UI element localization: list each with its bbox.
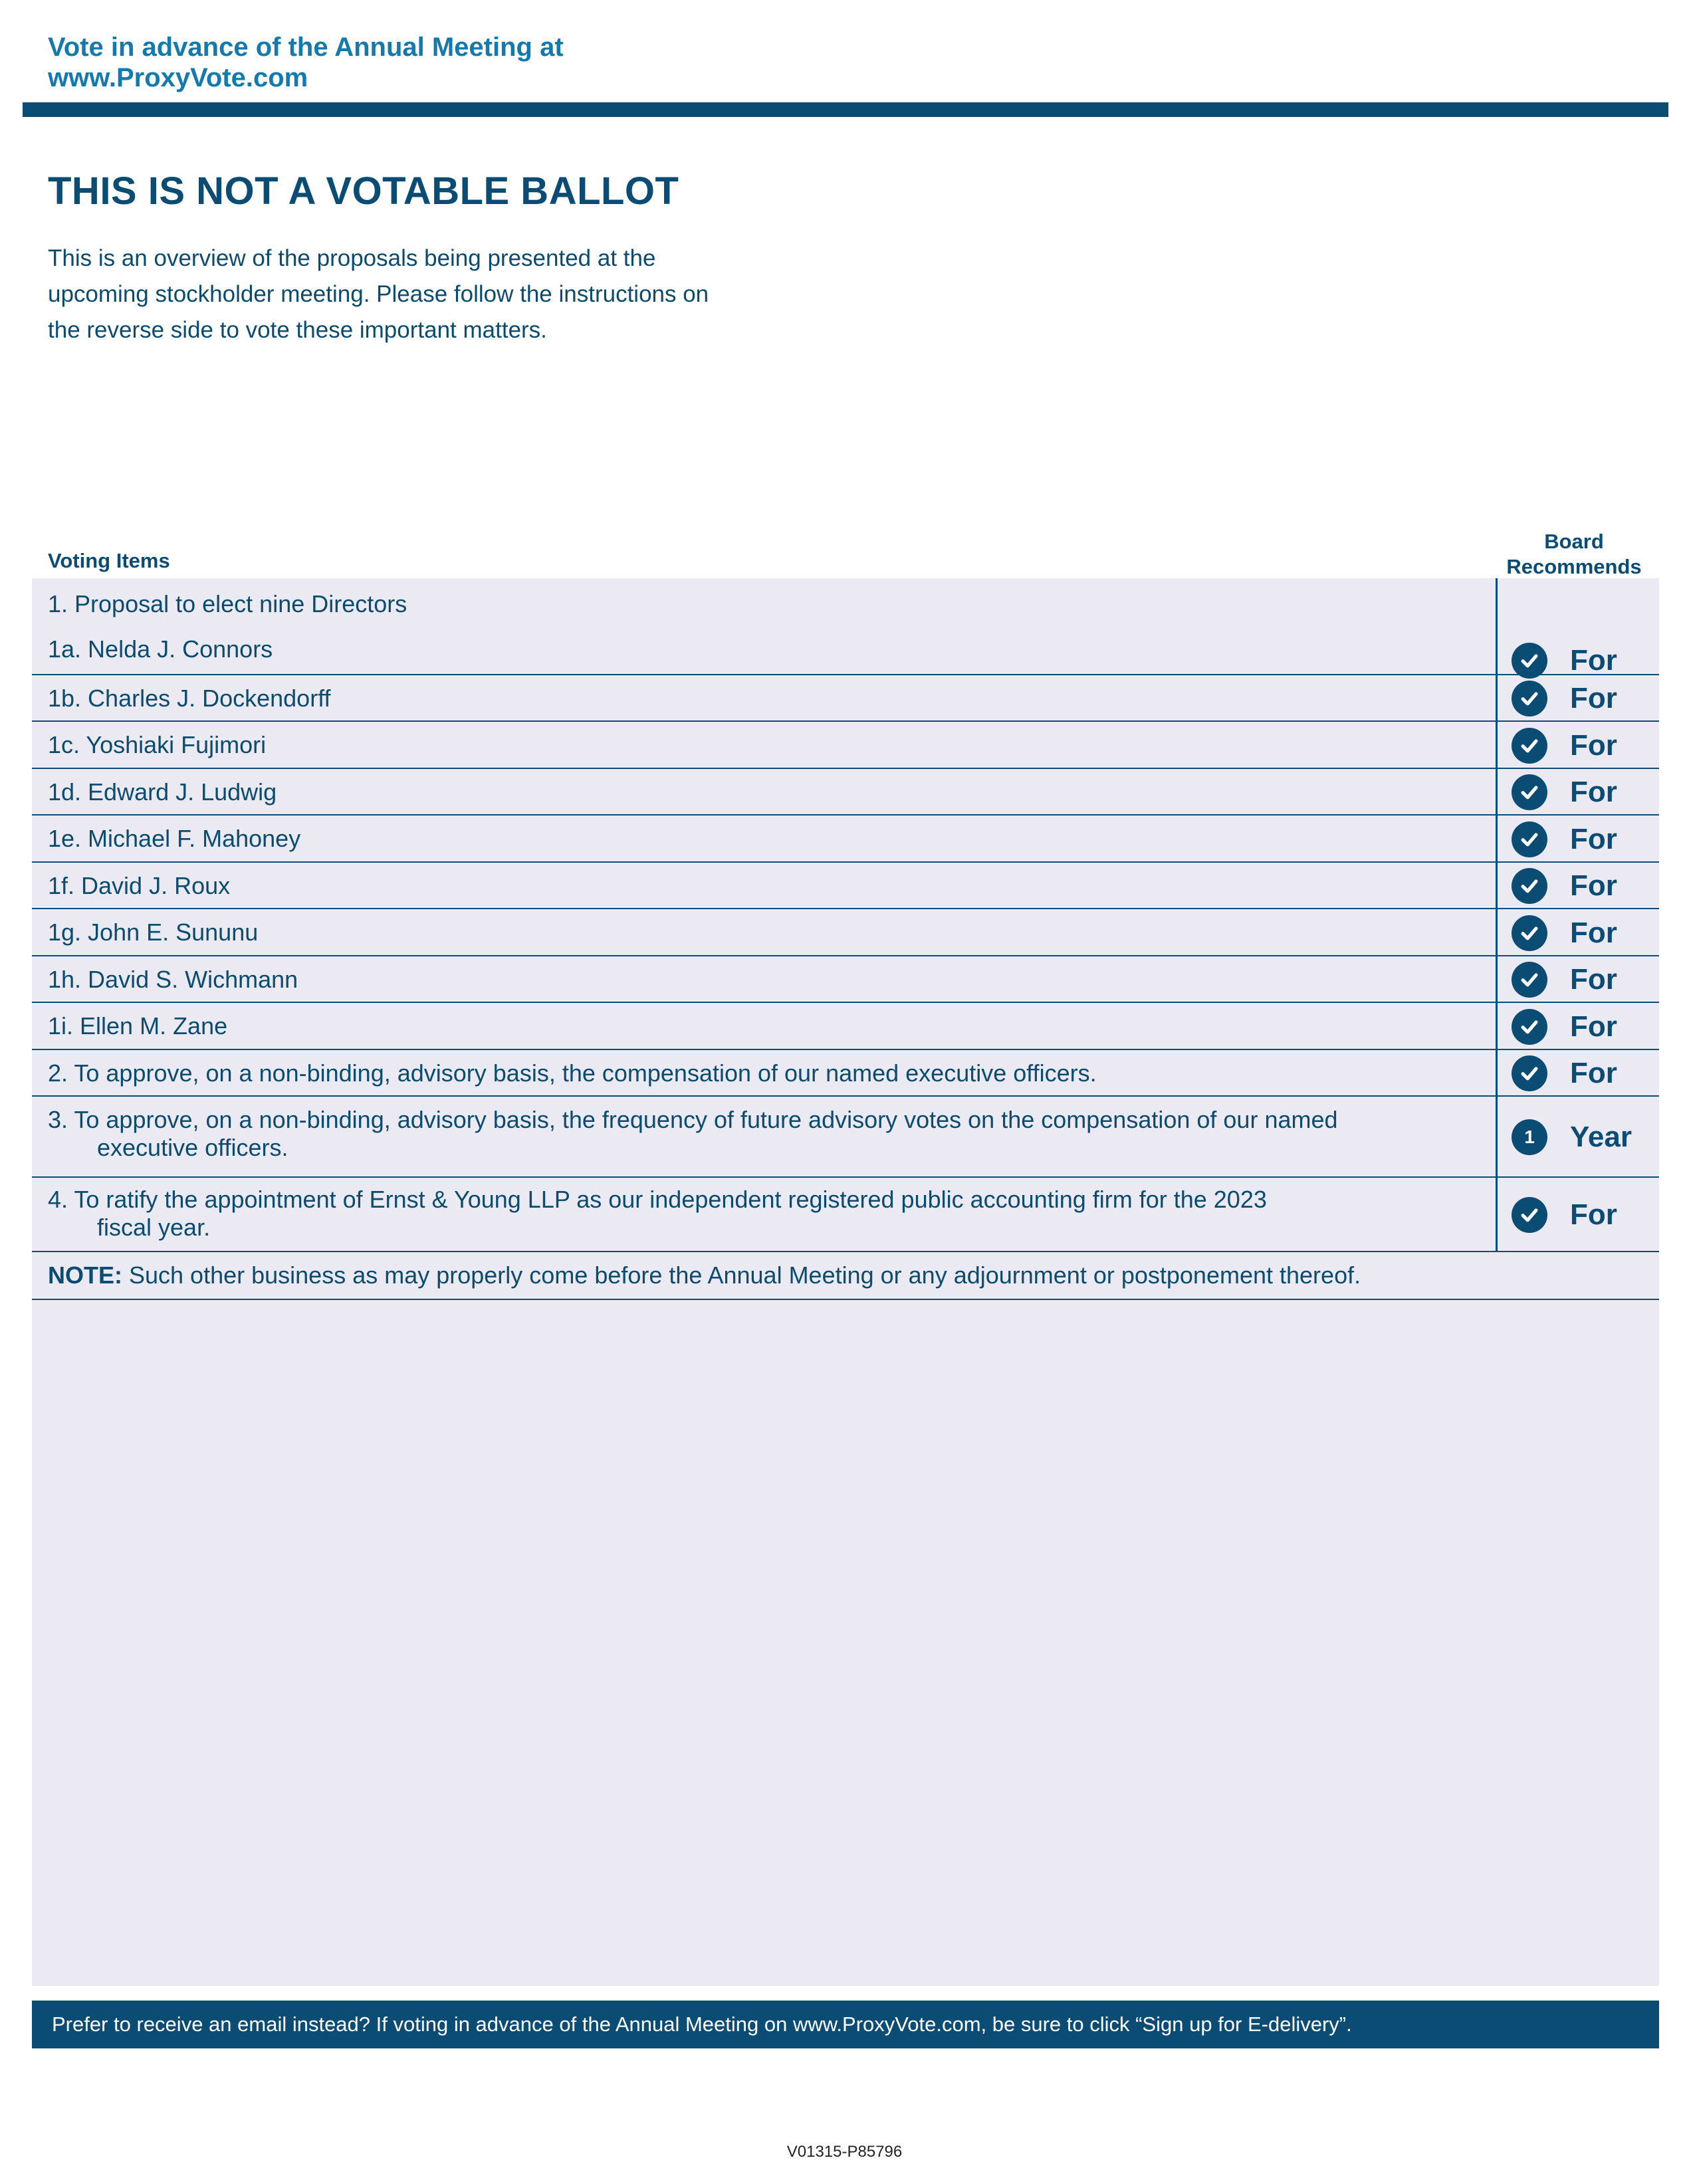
voting-item-row (32, 578, 1659, 617)
board-header-line-2: Recommends (1506, 555, 1642, 578)
board-header-line-1: Board (1544, 530, 1604, 553)
board-recommendation (1512, 679, 1617, 718)
board-recommendation (1512, 1007, 1617, 1047)
document-code: V01315-P85796 (786, 2143, 903, 2161)
note-body: Such other business as may properly come before the Annual Meeting or any adjournment or postponement thereof. (122, 1261, 1361, 1289)
intro-paragraph (48, 241, 819, 348)
voting-item-label (48, 919, 258, 946)
voting-item-text-continued: executive officers. (97, 1134, 288, 1161)
voting-item-row (32, 863, 1659, 909)
recommendation-value: For (1570, 1198, 1617, 1231)
recommendation-value: For (1570, 916, 1617, 949)
check-circle-icon (1512, 915, 1547, 951)
voting-item-text: 1f. David J. Roux (48, 872, 231, 899)
voting-item-label (48, 1106, 1338, 1162)
note-prefix: NOTE: (48, 1261, 122, 1289)
check-circle-icon (1512, 643, 1547, 679)
voting-item-row (32, 1003, 1659, 1050)
intro-line-1: This is an overview of the proposals being presented at the (48, 245, 656, 271)
intro-line-2: upcoming stockholder meeting. Please follow the instructions on (48, 281, 709, 307)
voting-item-label (48, 825, 300, 853)
voting-item-label (48, 1012, 227, 1040)
board-recommendation (1512, 819, 1617, 859)
voting-item-row (32, 1178, 1659, 1252)
check-circle-icon (1512, 868, 1547, 904)
voting-item-label (48, 731, 266, 759)
recommendation-value: For (1570, 1010, 1617, 1043)
board-recommendation (1512, 1195, 1617, 1235)
intro-line-3: the reverse side to vote these important matters. (48, 317, 547, 343)
voting-item-text: 1h. David S. Wichmann (48, 966, 298, 993)
header-url[interactable]: www.ProxyVote.com (48, 63, 308, 92)
number-one-circle-icon (1512, 1119, 1547, 1155)
check-circle-icon (1512, 728, 1547, 764)
footer-text: Prefer to receive an email instead? If voting in advance of the Annual Meeting on www.ProxyVote.com, be sure to click “Sign up for E-delivery”. (52, 2013, 1352, 2036)
board-recommends-header (1494, 529, 1654, 580)
voting-item-row (32, 675, 1659, 722)
board-recommendation (1512, 772, 1617, 812)
voting-item-text: 1. Proposal to elect nine Directors (48, 590, 407, 617)
voting-item-text: 1i. Ellen M. Zane (48, 1012, 228, 1039)
voting-item-text: 1b. Charles J. Dockendorff (48, 685, 331, 712)
voting-item-row (32, 769, 1659, 816)
check-circle-icon (1512, 774, 1547, 810)
header-vote-link[interactable] (48, 32, 779, 93)
voting-item-text: 1g. John E. Sununu (48, 919, 259, 946)
voting-item-row (32, 909, 1659, 956)
recommendation-value: For (1570, 963, 1617, 996)
voting-item-label (48, 1186, 1267, 1242)
voting-item-text: 1d. Edward J. Ludwig (48, 778, 277, 806)
voting-item-text: 4. To ratify the appointment of Ernst & Young LLP as our independent registered public accounting firm for the 2023 (48, 1186, 1267, 1213)
recommendation-value: For (1570, 776, 1617, 808)
board-recommendation (1512, 641, 1617, 681)
voting-item-row (32, 956, 1659, 1003)
voting-item-row (32, 1097, 1659, 1178)
recommendation-number: 1 (1524, 1127, 1535, 1147)
recommendation-value: For (1570, 682, 1617, 714)
voting-item-text: 1e. Michael F. Mahoney (48, 825, 301, 852)
board-recommendation (1512, 726, 1617, 766)
voting-item-label (48, 778, 277, 806)
check-circle-icon (1512, 1055, 1547, 1091)
recommendation-value: Year (1570, 1121, 1632, 1153)
check-circle-icon (1512, 1197, 1547, 1233)
footer-banner (32, 2001, 1659, 2048)
voting-item-row (32, 611, 1659, 675)
recommendation-value: For (1570, 822, 1617, 855)
voting-item-text-continued: fiscal year. (97, 1214, 211, 1241)
recommendation-value: For (1570, 644, 1617, 677)
voting-item-label (48, 966, 298, 994)
note-text (48, 1261, 1361, 1289)
check-circle-icon (1512, 962, 1547, 998)
voting-item-text: 3. To approve, on a non-binding, advisory basis, the frequency of future advisory votes on the compensation of our named (48, 1106, 1338, 1133)
check-circle-icon (1512, 1009, 1547, 1045)
board-recommendation (1512, 1117, 1632, 1157)
header-line-1: Vote in advance of the Annual Meeting at (48, 33, 564, 62)
voting-item-row (32, 1050, 1659, 1097)
board-recommendation (1512, 913, 1617, 953)
voting-item-text: 1a. Nelda J. Connors (48, 635, 273, 663)
voting-items-header: Voting Items (48, 549, 170, 572)
board-recommendation (1512, 1053, 1617, 1093)
voting-item-label (48, 1059, 1097, 1087)
voting-item-row (32, 722, 1659, 769)
page-title: THIS IS NOT A VOTABLE BALLOT (48, 169, 679, 213)
check-circle-icon (1512, 821, 1547, 857)
board-recommendation (1512, 866, 1617, 906)
check-circle-icon (1512, 681, 1547, 716)
recommendation-value: For (1570, 728, 1617, 762)
voting-item-label (48, 685, 331, 712)
voting-item-text: 2. To approve, on a non-binding, advisory basis, the compensation of our named executive officers. (48, 1059, 1097, 1087)
recommendation-value: For (1570, 869, 1617, 902)
voting-item-text: 1c. Yoshiaki Fujimori (48, 731, 267, 758)
voting-item-label (48, 872, 230, 900)
note-row (32, 1252, 1659, 1300)
recommendation-value: For (1570, 1057, 1617, 1089)
voting-item-label (48, 635, 273, 663)
board-recommendation (1512, 960, 1617, 1000)
voting-item-row (32, 816, 1659, 863)
header-divider-bar (23, 102, 1668, 117)
